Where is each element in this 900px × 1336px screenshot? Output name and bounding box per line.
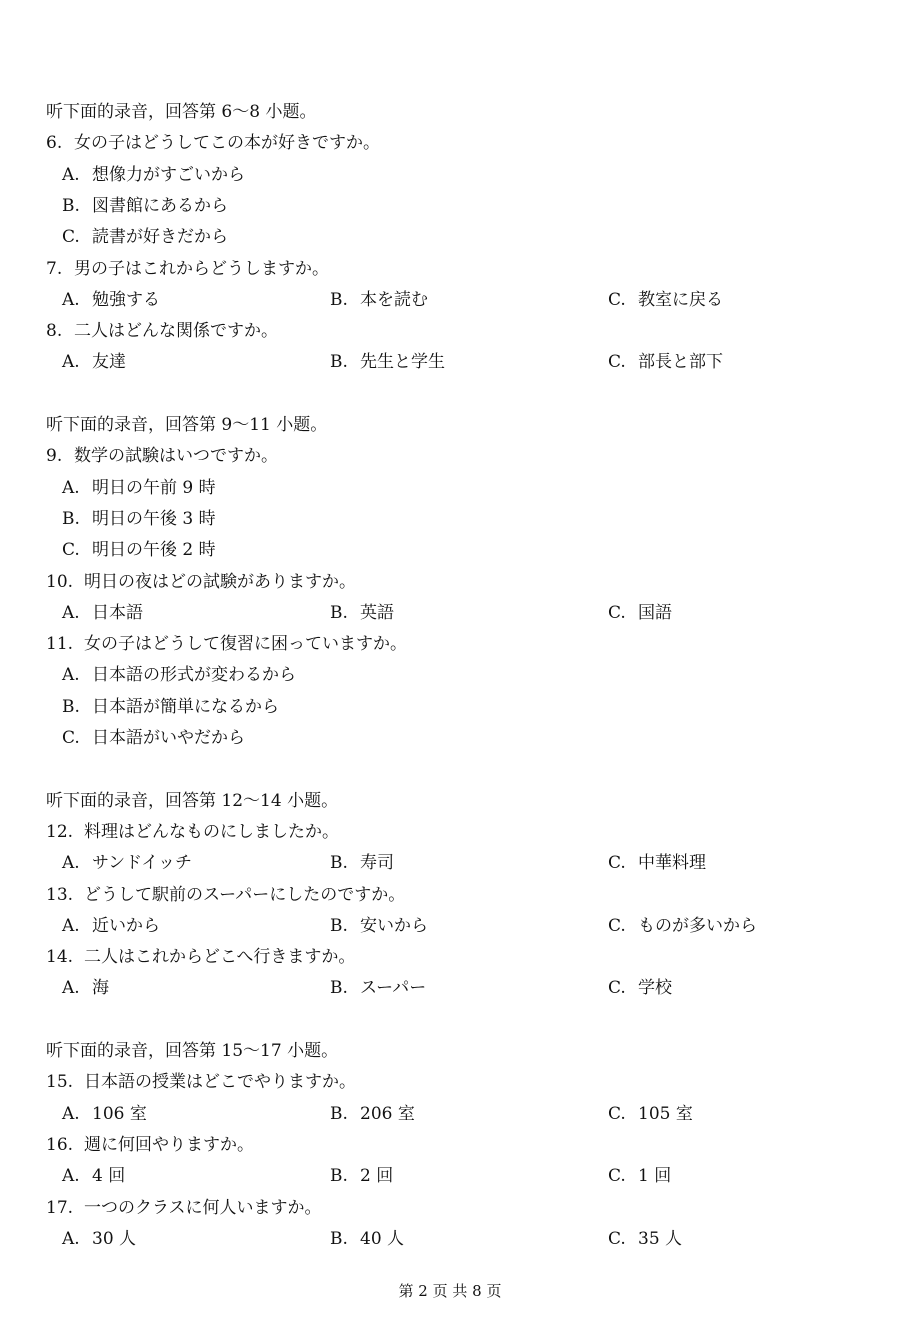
question-text: 女の子はどうして復習に困っていますか。 bbox=[84, 634, 407, 655]
question bbox=[0, 631, 900, 657]
option-line bbox=[0, 537, 900, 563]
question bbox=[0, 819, 900, 845]
section-instruction bbox=[0, 412, 900, 438]
question-number: 8. bbox=[46, 321, 63, 342]
question-text: 二人はこれからどこへ行きますか。 bbox=[84, 947, 356, 968]
option-text: サンドイッチ bbox=[92, 853, 192, 874]
option-text: 日本語が簡単になるから bbox=[92, 696, 279, 717]
option-text: 先生と学生 bbox=[360, 352, 445, 373]
option-letter: C. bbox=[62, 728, 80, 748]
option-text: 教室に戻る bbox=[638, 289, 723, 310]
question bbox=[0, 256, 900, 282]
question-number: 13. bbox=[46, 884, 74, 905]
option-text: 寿司 bbox=[360, 853, 394, 874]
section-instruction bbox=[0, 99, 900, 125]
option-letter: A. bbox=[62, 1166, 80, 1187]
option-letter: C. bbox=[608, 1166, 626, 1187]
option-letter: A. bbox=[62, 853, 80, 874]
question bbox=[0, 443, 900, 469]
option-letter: B. bbox=[62, 508, 80, 529]
option-line bbox=[0, 475, 900, 501]
option-letter: A. bbox=[62, 978, 80, 999]
option-text: 本を読む bbox=[360, 289, 428, 310]
option-letter: B. bbox=[330, 978, 348, 999]
option-letter: B. bbox=[62, 696, 80, 717]
option-letter: B. bbox=[330, 352, 348, 373]
page-footer: 第 2 页 共 8 页 bbox=[398, 1282, 502, 1300]
option-text: 近いから bbox=[92, 915, 160, 936]
option-text: 1 回 bbox=[638, 1166, 672, 1187]
option-text: 日本語の形式が変わるから bbox=[92, 665, 296, 686]
section-instruction bbox=[0, 1038, 900, 1064]
option-text: 4 回 bbox=[92, 1166, 126, 1187]
option-letter: B. bbox=[330, 853, 348, 874]
option-letter: A. bbox=[62, 665, 80, 686]
option-text: 勉強する bbox=[92, 289, 160, 310]
option-text: 40 人 bbox=[360, 1228, 405, 1249]
option-text: 106 室 bbox=[92, 1103, 147, 1124]
option-text: 30 人 bbox=[92, 1228, 137, 1249]
option-row bbox=[0, 975, 900, 1001]
question bbox=[0, 882, 900, 908]
question bbox=[0, 1195, 900, 1221]
question bbox=[0, 569, 900, 595]
question-text: どうして駅前のスーパーにしたのですか。 bbox=[84, 884, 406, 905]
option-letter: A. bbox=[62, 1103, 80, 1124]
option-text: 想像力がすごいから bbox=[92, 164, 245, 185]
question-number: 16. bbox=[46, 1134, 74, 1155]
question bbox=[0, 318, 900, 344]
question-text: 数学の試験はいつですか。 bbox=[74, 446, 278, 467]
option-letter: C. bbox=[608, 915, 626, 936]
option-row bbox=[0, 1163, 900, 1189]
option-text: 図書館にあるから bbox=[92, 195, 228, 216]
question-number: 12. bbox=[46, 821, 74, 842]
option-line bbox=[0, 193, 900, 219]
question-text: 明日の夜はどの試験がありますか。 bbox=[84, 571, 356, 592]
option-text: 部長と部下 bbox=[638, 352, 723, 373]
question-number: 14. bbox=[46, 947, 74, 968]
question-text: 週に何回やりますか。 bbox=[84, 1134, 254, 1155]
option-text: 国語 bbox=[638, 602, 672, 623]
option-letter: A. bbox=[62, 477, 80, 498]
option-letter: A. bbox=[62, 164, 80, 185]
option-text: 206 室 bbox=[360, 1103, 415, 1124]
option-letter: A. bbox=[62, 602, 80, 623]
option-letter: B. bbox=[330, 289, 348, 310]
option-row bbox=[0, 349, 900, 375]
option-text: 安いから bbox=[360, 915, 428, 936]
option-letter: C. bbox=[608, 1228, 626, 1249]
option-line bbox=[0, 162, 900, 188]
question bbox=[0, 1132, 900, 1158]
option-letter: C. bbox=[608, 289, 626, 310]
question-number: 10. bbox=[46, 571, 74, 592]
option-text: ものが多いから bbox=[638, 915, 757, 936]
question-text: 日本語の授業はどこでやりますか。 bbox=[84, 1072, 356, 1093]
option-text: 友達 bbox=[92, 352, 126, 373]
option-letter: C. bbox=[62, 227, 80, 248]
option-letter: A. bbox=[62, 915, 80, 936]
option-letter: B. bbox=[330, 1103, 348, 1124]
option-row bbox=[0, 1101, 900, 1127]
instruction-text: 听下面的录音，回答第 12～14 小题。 bbox=[46, 790, 339, 811]
question-text: 一つのクラスに何人いますか。 bbox=[84, 1197, 322, 1218]
option-row bbox=[0, 850, 900, 876]
question-number: 11. bbox=[46, 634, 74, 655]
option-line bbox=[0, 506, 900, 532]
option-letter: C. bbox=[608, 602, 626, 623]
option-text: 105 室 bbox=[638, 1103, 693, 1124]
option-letter: B. bbox=[62, 195, 80, 216]
option-letter: A. bbox=[62, 1228, 80, 1249]
option-text: 明日の午前 9 時 bbox=[92, 477, 216, 498]
option-text: 明日の午後 2 時 bbox=[92, 540, 216, 561]
option-text: スーパー bbox=[360, 978, 427, 999]
question-text: 女の子はどうしてこの本が好きですか。 bbox=[74, 133, 380, 154]
option-letter: C. bbox=[608, 352, 626, 373]
option-row bbox=[0, 600, 900, 626]
option-text: 中華料理 bbox=[638, 853, 706, 874]
option-text: 2 回 bbox=[360, 1166, 394, 1187]
instruction-text: 听下面的录音，回答第 9～11 小题。 bbox=[46, 415, 328, 435]
option-text: 学校 bbox=[638, 978, 672, 999]
option-letter: B. bbox=[330, 1166, 348, 1187]
option-text: 海 bbox=[92, 978, 109, 999]
option-text: 読書が好きだから bbox=[92, 227, 228, 248]
question-number: 9. bbox=[46, 446, 63, 467]
option-row bbox=[0, 287, 900, 313]
question bbox=[0, 130, 900, 156]
question-text: 二人はどんな関係ですか。 bbox=[74, 321, 278, 342]
option-letter: C. bbox=[608, 1103, 626, 1124]
option-line bbox=[0, 694, 900, 720]
option-letter: C. bbox=[608, 978, 626, 999]
option-line bbox=[0, 662, 900, 688]
instruction-text: 听下面的录音，回答第 15～17 小题。 bbox=[46, 1041, 339, 1061]
option-text: 日本語 bbox=[92, 602, 143, 623]
question-text: 料理はどんなものにしましたか。 bbox=[84, 821, 339, 842]
question-number: 15. bbox=[46, 1072, 74, 1093]
option-letter: B. bbox=[330, 915, 348, 936]
option-letter: C. bbox=[608, 853, 626, 874]
option-row bbox=[0, 913, 900, 939]
option-letter: A. bbox=[62, 289, 80, 310]
option-line bbox=[0, 224, 900, 250]
question bbox=[0, 1069, 900, 1095]
question-text: 男の子はこれからどうしますか。 bbox=[74, 258, 329, 279]
option-letter: B. bbox=[330, 602, 348, 623]
question-number: 6. bbox=[46, 133, 63, 154]
option-line bbox=[0, 725, 900, 751]
option-letter: C. bbox=[62, 540, 80, 561]
section-instruction bbox=[0, 788, 900, 814]
option-letter: B. bbox=[330, 1228, 348, 1249]
option-letter: A. bbox=[62, 352, 80, 373]
option-text: 35 人 bbox=[638, 1228, 683, 1249]
question bbox=[0, 944, 900, 970]
instruction-text: 听下面的录音，回答第 6～8 小题。 bbox=[46, 102, 317, 122]
option-row bbox=[0, 1226, 900, 1252]
question-number: 17. bbox=[46, 1197, 74, 1218]
option-text: 英語 bbox=[360, 602, 394, 623]
option-text: 明日の午後 3 時 bbox=[92, 508, 216, 529]
option-text: 日本語がいやだから bbox=[92, 728, 245, 748]
question-number: 7. bbox=[46, 258, 63, 279]
